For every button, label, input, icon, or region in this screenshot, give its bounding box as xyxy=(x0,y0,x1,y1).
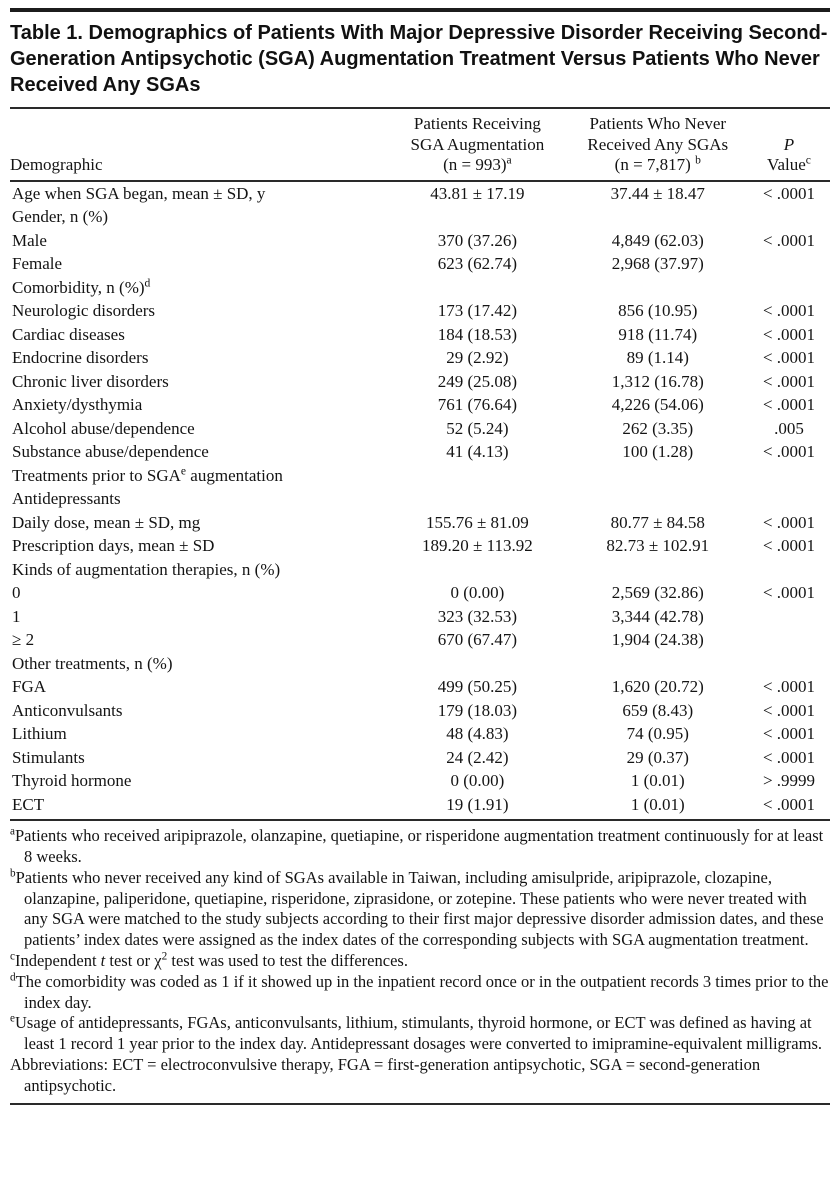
table-row xyxy=(10,582,830,606)
value-sga-group xyxy=(387,558,567,582)
column-header-sga-group: Patients Receiving SGA Augmentation (n = 993)$^a$ xyxy=(387,109,567,181)
row-label: Neurologic disorders xyxy=(12,301,156,321)
row-label: Alcohol abuse/dependence xyxy=(12,418,195,438)
value-sga-group: 189.20 ± 113.92 xyxy=(422,536,533,556)
table-row xyxy=(10,699,830,723)
table-row xyxy=(10,417,830,441)
row-label: Kinds of augmentation therapies, n (%) xyxy=(12,559,281,579)
value-p: < .0001 xyxy=(762,512,816,532)
row-label: ECT xyxy=(10,793,387,820)
table-body xyxy=(10,181,830,820)
table-row xyxy=(10,770,830,794)
value-no-sga-group: 37.44 ± 18.47 xyxy=(610,183,705,203)
value-p: < .0001 xyxy=(762,183,816,203)
value-sga-group: 155.76 ± 81.09 xyxy=(425,512,529,532)
table-row xyxy=(10,276,830,300)
table-row xyxy=(10,723,830,747)
value-sga-group: 0 (0.00) xyxy=(450,583,505,603)
table-row xyxy=(10,370,830,394)
value-sga-group: 29 (2.92) xyxy=(446,348,509,368)
table-row xyxy=(10,181,830,206)
value-p: < .0001 xyxy=(762,301,816,321)
row-label: Comorbidity, n (%)$^d$ xyxy=(12,276,151,297)
row-label: Treatments prior to SGA$^e$ augmentation xyxy=(12,464,283,485)
value-no-sga-group: 1,620 (20.72) xyxy=(611,677,704,697)
footnote: $^c$Independent t test or $\chi^2$ test was used to test the differences. xyxy=(10,950,408,970)
row-label: Other treatments, n (%) xyxy=(12,653,173,673)
column-header-demographic: Demographic xyxy=(10,109,387,181)
row-label: Stimulants xyxy=(12,747,85,767)
value-p xyxy=(748,558,830,582)
value-sga-group: 43.81 ± 17.19 xyxy=(430,183,525,203)
value-no-sga-group: 1,904 (24.38) xyxy=(611,630,704,650)
value-p: < .0001 xyxy=(762,395,816,415)
demographics-table xyxy=(10,109,830,821)
value-p xyxy=(748,605,830,629)
table-row xyxy=(10,652,830,676)
table-row xyxy=(10,511,830,535)
row-label: Endocrine disorders xyxy=(12,348,149,368)
row-label: Anxiety/dysthymia xyxy=(12,395,143,415)
value-sga-group: 24 (2.42) xyxy=(446,747,509,767)
value-sga-group: 761 (76.64) xyxy=(437,395,518,415)
row-label: Antidepressants xyxy=(12,489,121,509)
table-row xyxy=(10,300,830,324)
table-row xyxy=(10,488,830,512)
value-p: < .0001 xyxy=(762,747,816,767)
row-label: Substance abuse/dependence xyxy=(12,442,209,462)
value-sga-group: 323 (32.53) xyxy=(437,606,518,626)
row-label: Prescription days, mean ± SD xyxy=(12,536,215,556)
value-p: < .0001 xyxy=(762,536,816,556)
value-sga-group: 19 (1.91) xyxy=(387,793,567,820)
row-label: Anticonvulsants xyxy=(12,700,123,720)
value-p xyxy=(748,652,830,676)
value-sga-group: 184 (18.53) xyxy=(437,324,518,344)
value-no-sga-group: 4,849 (62.03) xyxy=(611,230,704,250)
value-p xyxy=(748,276,830,300)
value-no-sga-group: 4,226 (54.06) xyxy=(611,395,704,415)
table-row xyxy=(10,629,830,653)
value-p: < .0001 xyxy=(762,442,816,462)
table-row xyxy=(10,441,830,465)
column-header-p-value: P Value$^c$ xyxy=(748,109,830,181)
value-p: < .0001 xyxy=(762,724,816,744)
value-sga-group: 0 (0.00) xyxy=(450,771,505,791)
value-p: < .0001 xyxy=(762,348,816,368)
footnotes-section xyxy=(10,821,830,1096)
bottom-rule xyxy=(10,1103,830,1105)
value-p: < .0001 xyxy=(762,583,816,603)
row-label: Lithium xyxy=(12,724,67,744)
value-sga-group xyxy=(387,206,567,230)
value-no-sga-group: 100 (1.28) xyxy=(622,442,694,462)
table-title: Table 1. Demographics of Patients With Major Depressive Disorder Receiving Second-Generation Antipsychotic (SGA) Augmentation Treatment Versus Patients Who Never Received Any SGAs xyxy=(10,22,828,96)
row-label: FGA xyxy=(12,677,47,697)
value-sga-group: 48 (4.83) xyxy=(446,724,509,744)
value-p xyxy=(748,488,830,512)
value-sga-group xyxy=(387,276,567,300)
footnote: $^d$The comorbidity was coded as 1 if it showed up in the inpatient record once or in the outpatient records 3 times prior to the index day. xyxy=(10,971,829,1012)
value-p xyxy=(748,253,830,277)
value-sga-group: 499 (50.25) xyxy=(437,677,518,697)
value-sga-group: 179 (18.03) xyxy=(437,700,518,720)
header-row xyxy=(10,109,830,181)
footnote: $^b$Patients who never received any kind of SGAs available in Taiwan, including amisulpride, aripiprazole, clozapine, olanzapine, paliperidone, quetiapine, risperidone, ziprasidone, or zotepine. These patients who were never treated with any SGA were matched to the study subjects according to their first major depressive disorder admission dates, and these patients’ index dates were assigned as the index dates of the corresponding subjects with SGA augmentation treatment. xyxy=(10,867,824,950)
footnote: Abbreviations: ECT = electroconvulsive therapy, FGA = first-generation antipsychotic, SGA = second-generation antipsychotic. xyxy=(10,1054,761,1095)
value-no-sga-group: 262 (3.35) xyxy=(622,418,694,438)
value-p: < .0001 xyxy=(762,700,816,720)
row-label: 1 xyxy=(12,606,21,626)
value-sga-group: 623 (62.74) xyxy=(437,254,518,274)
table-row xyxy=(10,676,830,700)
value-sga-group: 670 (67.47) xyxy=(437,630,518,650)
row-label: Age when SGA began, mean ± SD, y xyxy=(12,183,266,203)
column-header-no-sga-group: Patients Who Never Received Any SGAs (n = 7,817) $^b$ xyxy=(568,109,748,181)
table-row xyxy=(10,464,830,488)
table-row xyxy=(10,793,830,820)
value-sga-group xyxy=(387,488,567,512)
table-row xyxy=(10,605,830,629)
table-row xyxy=(10,535,830,559)
table-row xyxy=(10,558,830,582)
value-p: .005 xyxy=(774,418,804,438)
value-no-sga-group xyxy=(568,558,748,582)
value-no-sga-group xyxy=(568,652,748,676)
value-no-sga-group: 856 (10.95) xyxy=(618,301,698,321)
value-p: > .9999 xyxy=(762,771,816,791)
row-label: 0 xyxy=(12,583,21,603)
value-no-sga-group xyxy=(568,276,748,300)
value-sga-group: 41 (4.13) xyxy=(446,442,509,462)
value-p: < .0001 xyxy=(762,230,816,250)
table-row xyxy=(10,253,830,277)
value-no-sga-group: 1,312 (16.78) xyxy=(611,371,704,391)
row-label: Chronic liver disorders xyxy=(12,371,169,391)
value-no-sga-group: 1 (0.01) xyxy=(568,793,748,820)
row-label: Thyroid hormone xyxy=(12,771,132,791)
value-no-sga-group: 1 (0.01) xyxy=(630,771,685,791)
value-no-sga-group: 74 (0.95) xyxy=(626,724,689,744)
value-p: < .0001 xyxy=(762,677,816,697)
value-p: < .0001 xyxy=(762,371,816,391)
value-p: < .0001 xyxy=(748,793,830,820)
row-label: Female xyxy=(12,254,63,274)
value-no-sga-group: 2,968 (37.97) xyxy=(611,254,704,274)
value-p xyxy=(748,629,830,653)
value-no-sga-group: 2,569 (32.86) xyxy=(611,583,704,603)
value-no-sga-group: 659 (8.43) xyxy=(622,700,694,720)
row-label: Daily dose, mean ± SD, mg xyxy=(12,512,201,532)
value-no-sga-group: 29 (0.37) xyxy=(626,747,689,767)
value-no-sga-group xyxy=(568,206,748,230)
table-row xyxy=(10,347,830,371)
value-no-sga-group: 89 (1.14) xyxy=(626,348,689,368)
value-no-sga-group: 80.77 ± 84.58 xyxy=(610,512,705,532)
table-head xyxy=(10,109,830,181)
value-p xyxy=(748,464,830,488)
value-sga-group xyxy=(387,652,567,676)
row-label: Cardiac diseases xyxy=(12,324,125,344)
value-no-sga-group: 3,344 (42.78) xyxy=(611,606,704,626)
value-p: < .0001 xyxy=(762,324,816,344)
table-row xyxy=(10,746,830,770)
value-p xyxy=(748,206,830,230)
value-sga-group: 370 (37.26) xyxy=(437,230,518,250)
value-no-sga-group xyxy=(568,488,748,512)
value-no-sga-group: 918 (11.74) xyxy=(618,324,698,344)
footnote: $^e$Usage of antidepressants, FGAs, anticonvulsants, lithium, stimulants, thyroid hormone, or ECT was defined as having at least 1 record 1 year prior to the index day. Antidepressant dosages were converted to imipramine-equivalent milligrams. xyxy=(10,1012,823,1054)
table-row xyxy=(10,229,830,253)
value-sga-group xyxy=(387,464,567,488)
row-label: ≥ 2 xyxy=(12,630,35,650)
value-no-sga-group: 82.73 ± 102.91 xyxy=(606,536,710,556)
value-no-sga-group xyxy=(568,464,748,488)
table-row xyxy=(10,394,830,418)
table-row xyxy=(10,323,830,347)
footnote: $^a$Patients who received aripiprazole, olanzapine, quetiapine, or risperidone augmentation treatment continuously for at least 8 weeks. xyxy=(10,825,824,866)
value-sga-group: 52 (5.24) xyxy=(446,418,509,438)
table-row xyxy=(10,206,830,230)
row-label: Male xyxy=(12,230,47,250)
value-sga-group: 173 (17.42) xyxy=(437,301,518,321)
value-sga-group: 249 (25.08) xyxy=(437,371,518,391)
row-label: Gender, n (%) xyxy=(12,207,109,227)
